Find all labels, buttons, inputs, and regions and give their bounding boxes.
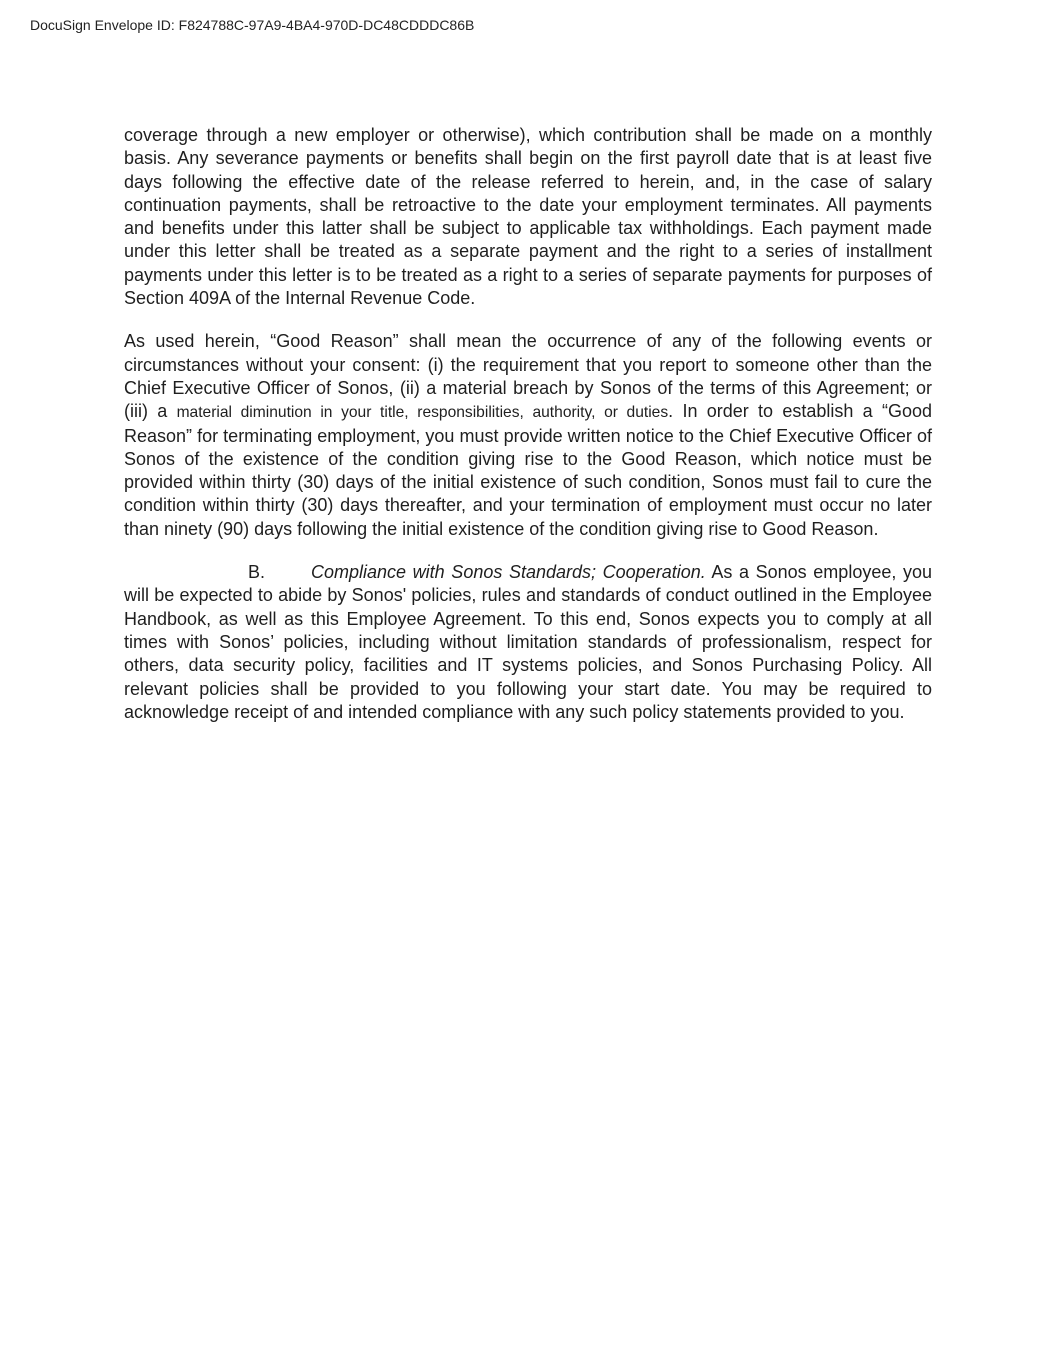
- good-reason-diminution-clause: material diminution in your title, responsibilities, authority, or duties: [176, 404, 669, 422]
- good-reason-text-end: . In order to establish a “Good Reason” for terminating employment, you must provide written notice to the Chief Executive Officer of Sonos of the existence of the condition giving rise to the Good Reason, which notice must be provided within thirty (30) days of the initial existence of such condition, Sonos must fail to cure the condition within thirty (30) days thereafter, and your termination of employment must occur no later than ninety (90) days following the initial existence of the condition giving rise to Good Reason.: [124, 401, 932, 539]
- compliance-section-text: As a Sonos employee, you will be expected to abide by Sonos' policies, rules and standards of conduct outlined in the Employee Handbook, as well as this Employee Agreement. To this end, Sonos expects you to comply at all times with Sonos’ policies, including without limitation standards of professionalism, respect for others, data security policy, facilities and IT systems policies, and Sonos Purchasing Policy. All relevant policies shall be provided to you following your start date. You may be required to acknowledge receipt of and intended compliance with any such policy statements provided to you.: [124, 562, 932, 722]
- good-reason-text-start: As used herein, “Good Reason” shall mean the occurrence of any of the following events or circumstances without your consent: (i) the requirement that you report to someone other than the Chief Executive Officer of Sonos, (ii) a material breach by Sonos of the terms of this Agreement; or (iii) a: [124, 331, 932, 422]
- document-body: [124, 124, 932, 744]
- docusign-envelope-id: DocuSign Envelope ID: F824788C-97A9-4BA4-970D-DC48CDDDC86B: [30, 17, 475, 33]
- good-reason-paragraph: [124, 330, 932, 541]
- severance-payments-paragraph: coverage through a new employer or otherwise), which contribution shall be made on a monthly basis. Any severance payments or benefits shall begin on the first payroll date that is at least five days following the effective date of the release referred to herein, and, in the case of salary continuation payments, shall be retroactive to the date your employment terminates. All payments and benefits under this latter shall be subject to applicable tax withholdings. Each payment made under this letter shall be treated as a separate payment and the right to a series of installment payments under this letter is to be treated as a right to a series of separate payments for purposes of Section 409A of the Internal Revenue Code.: [124, 125, 932, 309]
- compliance-section-paragraph: [124, 561, 932, 724]
- section-title: Compliance with Sonos Standards; Cooperation.: [311, 562, 706, 583]
- section-letter: B.: [248, 562, 266, 583]
